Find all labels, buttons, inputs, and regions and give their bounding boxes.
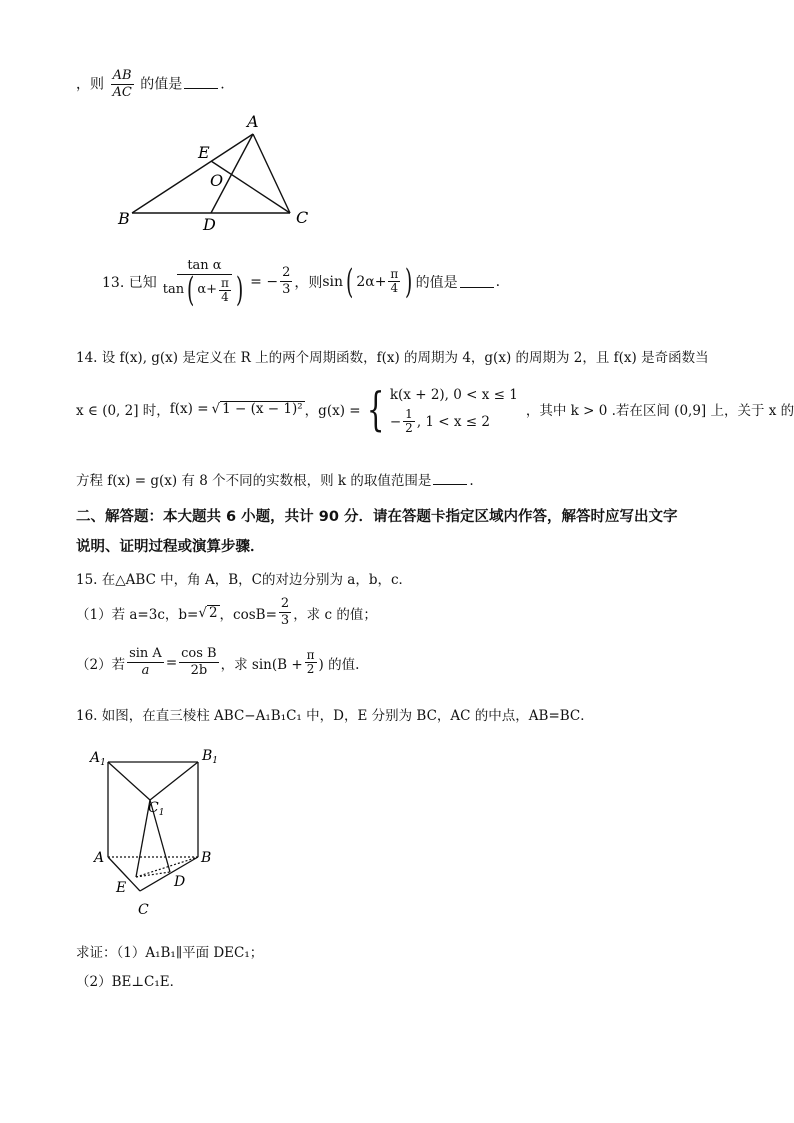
edge-BC	[140, 857, 198, 891]
label-C1	[148, 800, 164, 818]
section-heading-line2: 说明、证明过程或演算步骤．	[76, 539, 265, 555]
q14-g-def: ，g(x) =	[304, 402, 361, 419]
q14-tail: ，其中 k > 0 .若在区间 (0,9] 上，关于 x 的	[525, 402, 794, 419]
q14-sqrt: 1 − (x − 1)²	[222, 400, 303, 417]
q12-prefix: ，则	[76, 76, 104, 93]
section-heading-line1: 二、解答题：本大题共 6 小题，共计 90 分．请在答题卡指定区域内作答，解答时应写出文字	[76, 509, 678, 525]
q15-p2-lnum: sin A	[129, 646, 162, 661]
q15-p2-right-frac	[179, 646, 218, 679]
label-D: D	[203, 215, 216, 234]
case2-minus: −	[389, 413, 402, 430]
edge-A1C1	[108, 762, 150, 800]
pi-num: π	[221, 275, 229, 290]
label-D: D	[174, 874, 186, 890]
q15-p2-a: （2）若	[76, 656, 126, 673]
q12-fraction	[110, 68, 133, 101]
q12-frac-den: AC	[112, 85, 132, 100]
q15-p1-frac	[279, 596, 291, 629]
q15-p2-left-frac	[127, 646, 164, 679]
q16-stem: 16. 如图，在直三棱柱 ABC−A₁B₁C₁ 中，D，E 分别为 BC，AC 的中点，AB=BC．	[76, 708, 594, 724]
triangle-figure	[110, 110, 330, 235]
case2-frac	[403, 408, 415, 435]
q15-p2-c: ) 的值.	[318, 656, 360, 673]
case2-cond: , 1 < x ≤ 2	[416, 413, 490, 430]
edge-B1C1	[150, 762, 198, 800]
q15-p2-lden: a	[141, 663, 150, 678]
q13-rhs-fraction	[280, 265, 292, 298]
label-A1	[88, 750, 106, 768]
q13-pi4-frac	[388, 268, 400, 295]
q16-prove-1: 求证：（1）A₁B₁∥平面 DEC₁；	[76, 945, 264, 961]
q13-lhs-fraction	[161, 258, 248, 310]
label-A1-sub: 1	[100, 758, 106, 768]
q13-prefix: 13. 已知	[102, 274, 157, 291]
q13-suffix: 的值是	[415, 274, 458, 291]
q15-p1-sqrt: 2	[208, 604, 218, 621]
q15-part1: （1）若 a=3c，b= √ 2 ，cosB= $\frac{2}{3}$ ，求 c 的值；	[76, 596, 377, 628]
q15-p1-num: 2	[280, 596, 290, 611]
q14-case2	[390, 408, 518, 435]
prism-figure	[88, 744, 228, 919]
q15-p1-c: ，求 c 的值；	[293, 606, 377, 623]
q14-line3: 方程 f(x) = g(x) 有 8 个不同的实数根，则 k 的取值范围是 .	[76, 473, 474, 489]
q13-2alpha: 2α+	[356, 273, 387, 290]
label-B1-sub: 1	[212, 756, 219, 766]
label-E: E	[198, 143, 210, 162]
q13-lhs-den: tan ( α+ $\frac{\pi}{4}$ )	[162, 270, 244, 310]
q14-domain: x ∈ (0, 2] 时，	[76, 402, 170, 419]
label-A: A	[247, 112, 259, 131]
q15-p2-pi-frac	[305, 649, 317, 676]
q14-line2: x ∈ (0, 2] 时， f(x) = √ 1 − (x − 1)² ，g(x) = { k(x + 2), 0 < x ≤ 1 − $\frac{1}{2}$ , 1 < x ≤ 2 ，其中 k > 0 .若在区间 (0,9] 上，关于 x 的	[76, 381, 794, 436]
q15-part2	[76, 646, 359, 679]
label-B: B	[201, 850, 212, 866]
case2-den: 2	[405, 421, 413, 435]
q13-rhs-num: 2	[282, 265, 291, 280]
four-den: 4	[390, 281, 399, 295]
q15-p2-eq: =	[165, 654, 178, 671]
answer-blank	[184, 76, 218, 89]
q13-den-tan: tan	[162, 282, 185, 297]
q15-stem: 15. 在△ABC 中，角 A，B，C的对边分别为 a，b，c．	[76, 572, 413, 588]
q14-f-def: f(x) =	[169, 400, 209, 417]
edge-BA	[132, 134, 253, 213]
q12-frac-num: AB	[112, 68, 132, 83]
label-A: A	[94, 850, 105, 866]
q13-then: ，则	[294, 274, 323, 291]
q14-case1: k(x + 2), 0 < x ≤ 1	[389, 387, 518, 403]
q13-lhs-num: tan α	[177, 258, 231, 275]
label-E: E	[116, 880, 127, 896]
label-B1	[201, 748, 218, 766]
label-C1-sub: 1	[158, 808, 165, 818]
q12-tail: ，则 $\frac{AB}{AC}$ 的值是 .	[76, 68, 225, 100]
four-den: 4	[221, 289, 229, 304]
answer-blank	[433, 472, 467, 485]
q15-p2-rnum: cos B	[181, 646, 217, 661]
label-B: B	[118, 209, 130, 228]
q15-p2-rden: 2b	[190, 663, 208, 678]
q13-rhs-den: 3	[282, 282, 291, 297]
pi-num: π	[390, 267, 399, 281]
label-C: C	[138, 902, 149, 918]
q14-line1: 14. 设 f(x), g(x) 是定义在 R 上的两个周期函数，f(x) 的周期为 4，g(x) 的周期为 2，且 f(x) 是奇函数当	[76, 350, 709, 366]
q13-sin: sin	[322, 273, 344, 290]
q13-den-alpha: α+	[197, 282, 218, 297]
q15-p1-b: ，cosB=	[219, 606, 277, 623]
q13-eq: = −	[250, 273, 279, 290]
label-C: C	[296, 208, 309, 227]
q14-cases	[390, 382, 518, 435]
q15-p2-pi: π	[306, 648, 315, 662]
label-B1-main: B	[202, 748, 213, 764]
q15-p1-a: （1）若 a=3c，b=	[76, 606, 199, 623]
q14-line3-text: 方程 f(x) = g(x) 有 8 个不同的实数根，则 k 的取值范围是	[76, 473, 432, 489]
q12-suffix: 的值是	[140, 76, 183, 93]
question-13: 13. 已知 tan α tan ( α+ $\frac{\pi}{4}$ ) = − $\frac{2}{3}$ ，则 sin ( 2α+ $\frac{\pi}{4}$ ) 的值是 .	[102, 258, 501, 310]
label-O: O	[210, 171, 224, 190]
q15-p1-den: 3	[280, 613, 290, 628]
q15-p2-b: ，求 sin(B +	[220, 656, 303, 673]
q15-p2-two: 2	[306, 662, 315, 676]
label-C1-main: C	[148, 800, 159, 816]
q13-den-pi-frac	[219, 277, 231, 304]
label-A1-main: A	[90, 750, 101, 766]
answer-blank	[460, 275, 494, 288]
q16-prove-2: （2）BE⊥C₁E．	[76, 974, 184, 990]
case2-num: 1	[405, 407, 413, 421]
